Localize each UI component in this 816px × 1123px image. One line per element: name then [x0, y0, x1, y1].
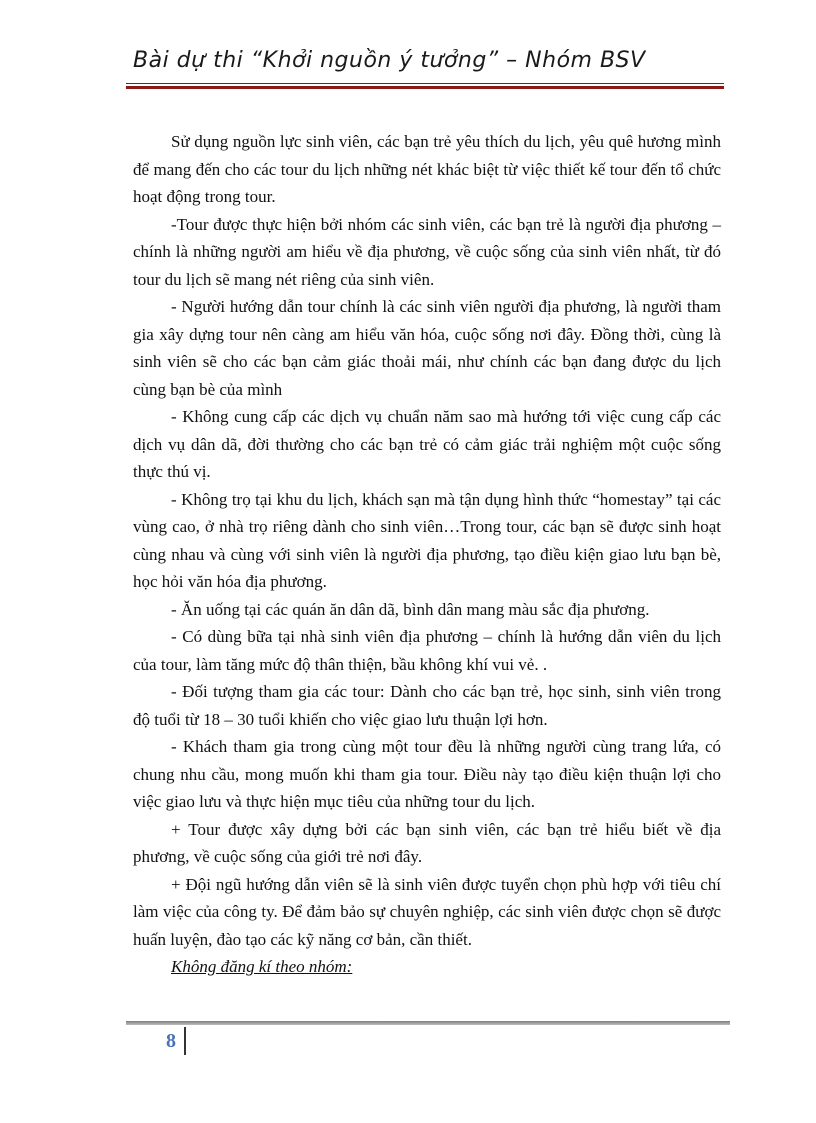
paragraph-6: - Ăn uống tại các quán ăn dân dã, bình dân mang màu sắc địa phương.	[171, 599, 650, 619]
page-number-divider	[184, 1027, 186, 1055]
header-rule-thick	[126, 86, 724, 89]
paragraph-1: Sử dụng nguồn lực sinh viên, các bạn trẻ yêu thích du lịch, yêu quê hương mình để mang đến cho các tour du lịch những nét khác biệt từ việc thiết kế tour đến tổ chức hoạt động trong tour.	[133, 132, 721, 206]
paragraph-7: - Có dùng bữa tại nhà sinh viên địa phương – chính là hướng dẫn viên du lịch của tour, làm tăng mức độ thân thiện, bầu không khí vui vẻ. .	[133, 627, 721, 674]
page-number: 8	[166, 1030, 176, 1052]
page-header-title: Bài dự thi “Khởi nguồn ý tưởng” – Nhóm BSV	[133, 48, 646, 73]
paragraph-11: + Đội ngũ hướng dẫn viên sẽ là sinh viên được tuyển chọn phù hợp với tiêu chí làm việc của công ty. Để đảm bảo sự chuyên nghiệp, các sinh viên được chọn sẽ được huấn luyện, đào tạo các kỹ năng cơ bản, cần thiết.	[133, 874, 721, 949]
paragraph-5: - Không trọ tại khu du lịch, khách sạn mà tận dụng hình thức “homestay” tại các vùng cao, ở nhà trọ riêng dành cho sinh viên…Trong tour, các bạn sẽ được sinh hoạt cùng nhau và cùng với sinh viên là người địa phương, tạo điều kiện giao lưu bạn bè, học hỏi văn hóa địa phương.	[133, 489, 721, 591]
paragraph-3: - Người hướng dẫn tour chính là các sinh viên người địa phương, là người tham gia xây dựng tour nên càng am hiểu văn hóa, cuộc sống nơi đây. Đồng thời, cùng là sinh viên sẽ cho các bạn cảm giác thoải mái, như chính các bạn đang được du lịch cùng bạn bè của mình	[133, 297, 721, 399]
sub-heading: Không đăng kí theo nhóm:	[171, 957, 353, 976]
paragraph-10: + Tour được xây dựng bởi các bạn sinh viên, các bạn trẻ hiểu biết về địa phương, về cuộc sống của giới trẻ nơi đây.	[133, 819, 721, 866]
header-rule	[126, 83, 724, 84]
paragraph-9: - Khách tham gia trong cùng một tour đều là những người cùng trang lứa, có chung nhu cầu, mong muốn khi tham gia tour. Điều này tạo điều kiện thuận lợi cho việc giao lưu và thực hiện mục tiêu của những tour du lịch.	[133, 737, 721, 811]
paragraph-8: - Đối tượng tham gia các tour: Dành cho các bạn trẻ, học sinh, sinh viên trong độ tuổi từ 18 – 30 tuổi khiến cho việc giao lưu thuận lợi hơn.	[133, 682, 721, 729]
paragraph-2: -Tour được thực hiện bởi nhóm các sinh viên, các bạn trẻ là người địa phương – chính là những người am hiểu về địa phương, về cuộc sống của sinh viên nhất, từ đó tour du lịch sẽ mang nét riêng của sinh viên.	[133, 214, 721, 289]
footer-rule	[126, 1021, 730, 1025]
paragraph-4: - Không cung cấp các dịch vụ chuẩn năm sao mà hướng tới việc cung cấp các dịch vụ dân dã, đời thường cho các bạn trẻ có cảm giác trải nghiệm một cuộc sống thực thú vị.	[133, 407, 721, 481]
document-body	[133, 128, 721, 981]
